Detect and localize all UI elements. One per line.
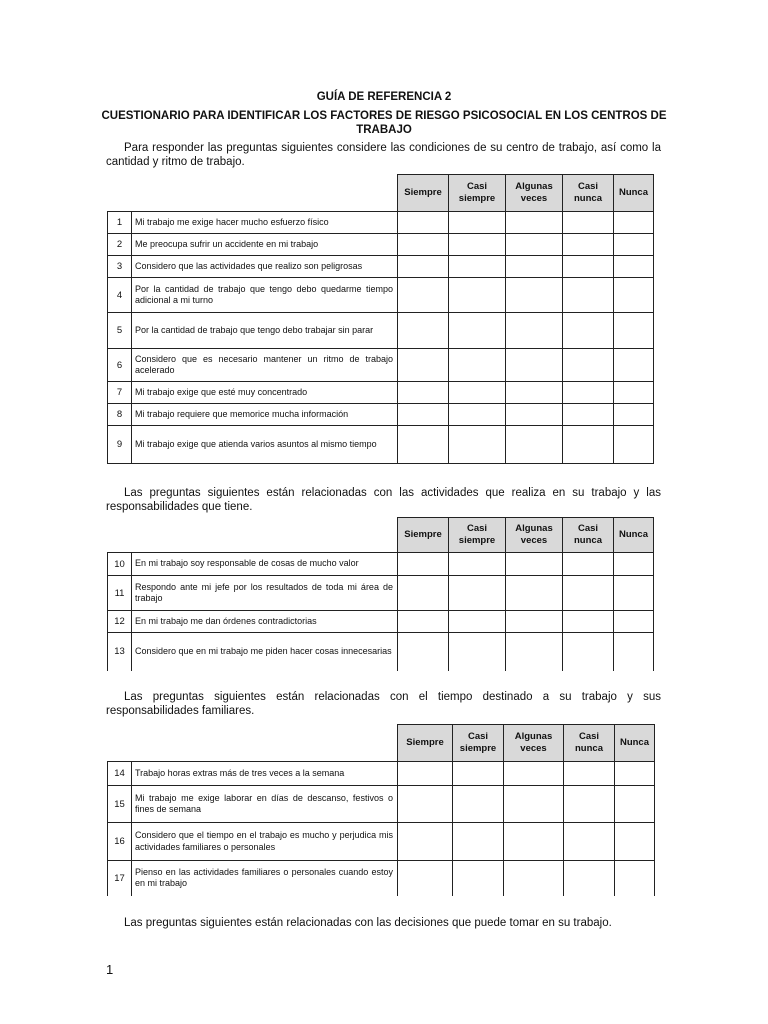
answer-cell[interactable]: [504, 762, 564, 786]
section-1-intro: Para responder las preguntas siguientes considere las condiciones de su centro de trabajo, así como la cantidad y ritmo de trabajo.: [106, 142, 661, 168]
table-row: [108, 611, 654, 633]
question-text: Por la cantidad de trabajo que tengo debo quedarme tiempo adicional a mi turno: [132, 278, 398, 313]
question-number: 4: [108, 278, 132, 313]
header-nunca: Nunca: [614, 518, 654, 553]
answer-cell[interactable]: [615, 762, 655, 786]
question-text: Considero que en mi trabajo me piden hacer cosas innecesarias: [132, 633, 398, 671]
answer-cell[interactable]: [506, 234, 563, 256]
question-text: Considero que el tiempo en el trabajo es mucho y perjudica mis actividades familiares o personales: [132, 823, 398, 861]
answer-cell[interactable]: [398, 611, 449, 633]
question-number: 6: [108, 349, 132, 382]
table-row: [108, 786, 655, 823]
table-header-row: [108, 725, 655, 762]
answer-cell[interactable]: [398, 313, 449, 349]
answer-cell[interactable]: [449, 256, 506, 278]
answer-cell[interactable]: [615, 861, 655, 896]
question-number: 12: [108, 611, 132, 633]
question-text: Pienso en las actividades familiares o personales cuando estoy en mi trabajo: [132, 861, 398, 896]
answer-cell[interactable]: [614, 576, 654, 611]
header-nunca: Nunca: [615, 725, 655, 762]
table-row: [108, 426, 654, 464]
answer-cell[interactable]: [614, 234, 654, 256]
answer-cell[interactable]: [449, 278, 506, 313]
answer-cell[interactable]: [564, 823, 615, 861]
answer-cell[interactable]: [563, 349, 614, 382]
answer-cell[interactable]: [563, 576, 614, 611]
answer-cell[interactable]: [614, 404, 654, 426]
question-number: 7: [108, 382, 132, 404]
answer-cell[interactable]: [563, 278, 614, 313]
question-number: 3: [108, 256, 132, 278]
header-casi-nunca: Casi nunca: [563, 175, 614, 212]
answer-cell[interactable]: [398, 553, 449, 576]
answer-cell[interactable]: [563, 611, 614, 633]
header-nunca: Nunca: [614, 175, 654, 212]
section-3-intro: Las preguntas siguientes están relacionadas con el tiempo destinado a su trabajo y sus responsabilidades familiares.: [106, 691, 661, 717]
answer-cell[interactable]: [564, 762, 615, 786]
answer-cell[interactable]: [614, 349, 654, 382]
table-row: [108, 633, 654, 671]
question-text: Trabajo horas extras más de tres veces a la semana: [132, 762, 398, 786]
answer-cell[interactable]: [563, 234, 614, 256]
table-row: [108, 823, 655, 861]
answer-cell[interactable]: [506, 633, 563, 671]
header-siempre: Siempre: [398, 725, 453, 762]
answer-cell[interactable]: [564, 861, 615, 896]
answer-cell[interactable]: [614, 278, 654, 313]
answer-cell[interactable]: [506, 382, 563, 404]
table-row: [108, 553, 654, 576]
answer-cell[interactable]: [614, 212, 654, 234]
page-number: 1: [106, 962, 114, 977]
header-casi-siempre: Casi siempre: [449, 518, 506, 553]
answer-cell[interactable]: [614, 426, 654, 464]
question-number: 14: [108, 762, 132, 786]
table-header-row: [108, 518, 654, 553]
answer-cell[interactable]: [504, 786, 564, 823]
question-number: 17: [108, 861, 132, 896]
answer-cell[interactable]: [563, 382, 614, 404]
table-row: [108, 576, 654, 611]
answer-cell[interactable]: [398, 404, 449, 426]
answer-cell[interactable]: [506, 349, 563, 382]
question-text: Mi trabajo me exige hacer mucho esfuerzo físico: [132, 212, 398, 234]
header-siempre: Siempre: [398, 175, 449, 212]
question-number: 1: [108, 212, 132, 234]
answer-cell[interactable]: [506, 278, 563, 313]
table-row: [108, 762, 655, 786]
document-subtitle: CUESTIONARIO PARA IDENTIFICAR LOS FACTORES DE RIESGO PSICOSOCIAL EN LOS CENTROS DE TRABAJO: [101, 110, 667, 136]
answer-cell[interactable]: [449, 576, 506, 611]
document-title: GUÍA DE REFERENCIA 2: [316, 91, 452, 103]
answer-cell[interactable]: [453, 861, 504, 896]
answer-cell[interactable]: [506, 313, 563, 349]
answer-cell[interactable]: [614, 553, 654, 576]
question-number: 2: [108, 234, 132, 256]
questionnaire-table-1: [107, 174, 654, 464]
answer-cell[interactable]: [398, 823, 453, 861]
table-row: [108, 313, 654, 349]
answer-cell[interactable]: [449, 426, 506, 464]
answer-cell[interactable]: [506, 212, 563, 234]
header-casi-siempre: Casi siempre: [449, 175, 506, 212]
answer-cell[interactable]: [506, 611, 563, 633]
header-algunas-veces: Algunas veces: [506, 518, 563, 553]
answer-cell[interactable]: [615, 786, 655, 823]
answer-cell[interactable]: [453, 823, 504, 861]
table-row: [108, 382, 654, 404]
answer-cell[interactable]: [506, 426, 563, 464]
question-text: Mi trabajo exige que esté muy concentrado: [132, 382, 398, 404]
question-number: 9: [108, 426, 132, 464]
answer-cell[interactable]: [504, 823, 564, 861]
answer-cell[interactable]: [506, 576, 563, 611]
question-text: En mi trabajo soy responsable de cosas de mucho valor: [132, 553, 398, 576]
answer-cell[interactable]: [398, 234, 449, 256]
answer-cell[interactable]: [398, 212, 449, 234]
question-text: Me preocupa sufrir un accidente en mi trabajo: [132, 234, 398, 256]
question-number: 8: [108, 404, 132, 426]
answer-cell[interactable]: [614, 611, 654, 633]
question-text: Mi trabajo me exige laborar en días de descanso, festivos o fines de semana: [132, 786, 398, 823]
answer-cell[interactable]: [398, 382, 449, 404]
table-row: [108, 278, 654, 313]
answer-cell[interactable]: [506, 256, 563, 278]
answer-cell[interactable]: [398, 349, 449, 382]
header-algunas-veces: Algunas veces: [506, 175, 563, 212]
answer-cell[interactable]: [564, 786, 615, 823]
answer-cell[interactable]: [449, 212, 506, 234]
question-text: En mi trabajo me dan órdenes contradictorias: [132, 611, 398, 633]
answer-cell[interactable]: [563, 313, 614, 349]
answer-cell[interactable]: [506, 404, 563, 426]
answer-cell[interactable]: [398, 786, 453, 823]
answer-cell[interactable]: [504, 861, 564, 896]
answer-cell[interactable]: [614, 382, 654, 404]
answer-cell[interactable]: [563, 426, 614, 464]
table-row: [108, 349, 654, 382]
header-algunas-veces: Algunas veces: [504, 725, 564, 762]
answer-cell[interactable]: [563, 212, 614, 234]
answer-cell[interactable]: [449, 382, 506, 404]
header-casi-nunca: Casi nunca: [564, 725, 615, 762]
answer-cell[interactable]: [506, 553, 563, 576]
question-text: Considero que es necesario mantener un ritmo de trabajo acelerado: [132, 349, 398, 382]
table-row: [108, 861, 655, 896]
answer-cell[interactable]: [563, 633, 614, 671]
section-2-intro: Las preguntas siguientes están relacionadas con las actividades que realiza en su trabajo y las responsabilidades que tiene.: [106, 487, 661, 513]
header-siempre: Siempre: [398, 518, 449, 553]
answer-cell[interactable]: [449, 404, 506, 426]
question-text: Mi trabajo requiere que memorice mucha información: [132, 404, 398, 426]
question-number: 5: [108, 313, 132, 349]
question-number: 13: [108, 633, 132, 671]
table-header-row: [108, 175, 654, 212]
table-row: [108, 256, 654, 278]
question-number: 11: [108, 576, 132, 611]
question-text: Considero que las actividades que realizo son peligrosas: [132, 256, 398, 278]
table-row: [108, 404, 654, 426]
question-number: 10: [108, 553, 132, 576]
answer-cell[interactable]: [563, 553, 614, 576]
answer-cell[interactable]: [449, 553, 506, 576]
answer-cell[interactable]: [398, 633, 449, 671]
question-text: Mi trabajo exige que atienda varios asuntos al mismo tiempo: [132, 426, 398, 464]
question-number: 16: [108, 823, 132, 861]
header-casi-nunca: Casi nunca: [563, 518, 614, 553]
answer-cell[interactable]: [453, 762, 504, 786]
answer-cell[interactable]: [563, 256, 614, 278]
answer-cell[interactable]: [398, 426, 449, 464]
answer-cell[interactable]: [449, 313, 506, 349]
answer-cell[interactable]: [449, 611, 506, 633]
answer-cell[interactable]: [398, 278, 449, 313]
answer-cell[interactable]: [398, 762, 453, 786]
questionnaire-table-3: [107, 724, 655, 896]
question-text: Por la cantidad de trabajo que tengo debo trabajar sin parar: [132, 313, 398, 349]
answer-cell[interactable]: [453, 786, 504, 823]
table-row: [108, 212, 654, 234]
question-text: Respondo ante mi jefe por los resultados de toda mi área de trabajo: [132, 576, 398, 611]
answer-cell[interactable]: [614, 313, 654, 349]
question-number: 15: [108, 786, 132, 823]
answer-cell[interactable]: [449, 349, 506, 382]
questionnaire-table-2: [107, 517, 654, 671]
answer-cell[interactable]: [614, 633, 654, 671]
answer-cell[interactable]: [398, 576, 449, 611]
table-row: [108, 234, 654, 256]
section-4-intro: Las preguntas siguientes están relacionadas con las decisiones que puede tomar en su trabajo.: [124, 917, 612, 929]
answer-cell[interactable]: [563, 404, 614, 426]
header-casi-siempre: Casi siempre: [453, 725, 504, 762]
answer-cell[interactable]: [398, 861, 453, 896]
answer-cell[interactable]: [449, 633, 506, 671]
answer-cell[interactable]: [449, 234, 506, 256]
answer-cell[interactable]: [398, 256, 449, 278]
answer-cell[interactable]: [614, 256, 654, 278]
answer-cell[interactable]: [615, 823, 655, 861]
